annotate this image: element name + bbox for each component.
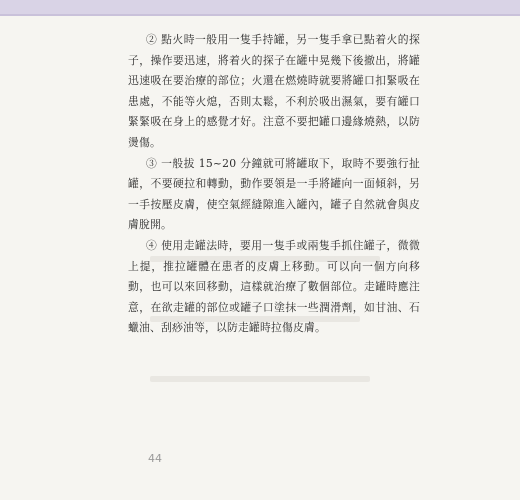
paragraph-3: ③ 一般拔 15~20 分鐘就可將罐取下，取時不要強行扯罐，不要硬拉和轉動，動作要領是一手將罐向一面傾斜，另一手按壓皮膚，使空氣經縫隙進入罐內，罐子自然就會與皮膚脫開。 xyxy=(128,156,420,232)
paragraph-2: ② 點火時一般用一隻手持罐，另一隻手拿已點着火的探子，操作要迅速，將着火的探子在罐中晃幾下後撤出，將罐迅速吸在要治療的部位；火還在燃燒時就要將罐口扣緊吸在患處，不能等火熄，否則太鬆，不利於吸出濕氣，要有罐口緊緊吸在身上的感覺才好。注意不要把罐口邊緣燒熱，以防燙傷。 xyxy=(128,33,420,149)
top-color-band xyxy=(0,0,520,14)
show-through-mark xyxy=(150,376,370,382)
body-text xyxy=(128,30,420,339)
paragraph-4: ④ 使用走罐法時，要用一隻手或兩隻手抓住罐子，微微上提，推拉罐體在患者的皮膚上移動。可以向一個方向移動，也可以來回移動，這樣就治療了數個部位。走罐時應注意，在欲走罐的部位或罐子口塗抹一些潤滑劑，如甘油、石蠟油、刮痧油等，以防走罐時拉傷皮膚。 xyxy=(128,238,420,335)
page-number: 44 xyxy=(148,452,162,465)
